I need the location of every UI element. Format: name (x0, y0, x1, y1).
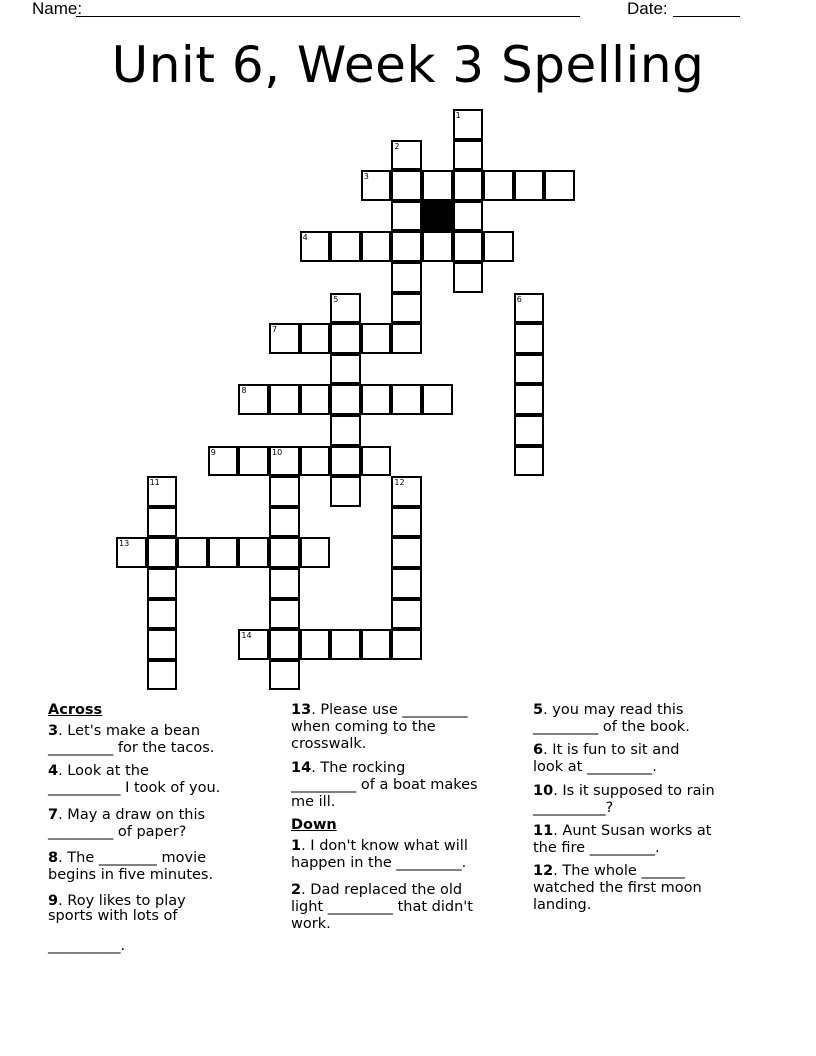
clue-number: 12 (394, 478, 405, 488)
clue-down-11: 11. Aunt Susan works at the fire _________. (533, 823, 712, 856)
grid-cell[interactable] (391, 629, 422, 660)
grid-cell[interactable] (269, 629, 300, 660)
grid-cell[interactable] (453, 262, 484, 293)
grid-cell[interactable] (391, 476, 422, 507)
clue-down-2: 2. Dad replaced the old light _________ that didn't work. (291, 882, 473, 932)
grid-cell[interactable] (453, 201, 484, 232)
grid-cell[interactable] (147, 507, 178, 538)
grid-cell[interactable] (514, 354, 545, 385)
grid-cell[interactable] (147, 599, 178, 630)
clue-across-4: 4. Look at the __________ I took of you. (48, 763, 221, 796)
clue-number: 13 (119, 539, 130, 549)
clue-number: 3 (363, 172, 369, 182)
grid-cell[interactable] (269, 384, 300, 415)
grid-cell[interactable] (330, 293, 361, 324)
grid-cell[interactable] (483, 170, 514, 201)
grid-cell[interactable] (269, 507, 300, 538)
clue-down-10: 10. Is it supposed to rain __________? (533, 783, 715, 816)
name-field[interactable] (76, 0, 580, 17)
grid-cell[interactable] (269, 537, 300, 568)
grid-cell[interactable] (147, 537, 178, 568)
grid-cell[interactable] (361, 446, 392, 477)
grid-cell[interactable] (453, 109, 484, 140)
grid-cell[interactable] (361, 629, 392, 660)
clue-number: 4 (302, 233, 308, 243)
grid-cell[interactable] (361, 384, 392, 415)
down-heading: Down (291, 817, 337, 833)
clue-number: 1 (455, 111, 461, 120)
grid-cell[interactable] (147, 568, 178, 599)
grid-cell[interactable] (391, 568, 422, 599)
grid-cell[interactable] (330, 415, 361, 446)
grid-cell[interactable] (514, 323, 545, 354)
grid-cell[interactable] (391, 140, 422, 171)
grid-cell[interactable] (300, 231, 331, 262)
grid-cell[interactable] (238, 384, 269, 415)
grid-cell[interactable] (269, 446, 300, 477)
clue-number: 2 (394, 141, 400, 151)
grid-cell[interactable] (330, 384, 361, 415)
grid-cell[interactable] (208, 446, 239, 477)
grid-cell[interactable] (300, 323, 331, 354)
grid-cell[interactable] (300, 537, 331, 568)
black-cell (422, 201, 453, 232)
grid-cell[interactable] (483, 231, 514, 262)
clue-across-3: 3. Let's make a bean _________ for the tacos. (48, 723, 215, 756)
date-label: Date: (627, 0, 668, 18)
grid-cell[interactable] (391, 599, 422, 630)
grid-cell[interactable] (391, 231, 422, 262)
clue-down-5: 5. you may read this _________ of the book. (533, 702, 690, 735)
clue-down-12: 12. The whole ______ watched the first moon landing. (533, 863, 702, 913)
grid-cell[interactable] (514, 446, 545, 477)
grid-cell[interactable] (422, 231, 453, 262)
across-heading: Across (48, 702, 103, 718)
clue-number: 11 (149, 478, 160, 488)
clue-across-14: 14. The rocking _________ of a boat makes me ill. (291, 760, 478, 810)
grid-cell[interactable] (391, 170, 422, 201)
grid-cell[interactable] (300, 629, 331, 660)
grid-cell[interactable] (514, 384, 545, 415)
grid-cell[interactable] (269, 599, 300, 630)
grid-cell[interactable] (269, 568, 300, 599)
grid-cell[interactable] (361, 231, 392, 262)
page-title: Unit 6, Week 3 Spelling (111, 36, 705, 94)
grid-cell[interactable] (391, 507, 422, 538)
grid-cell[interactable] (238, 537, 269, 568)
clue-across-9: 9. Roy likes to play sports with lots of __________. (48, 893, 186, 954)
grid-cell[interactable] (391, 384, 422, 415)
grid-cell[interactable] (116, 537, 147, 568)
clue-number: 7 (272, 325, 278, 335)
grid-cell[interactable] (391, 323, 422, 354)
clue-number: 5 (333, 294, 339, 304)
grid-cell[interactable] (147, 629, 178, 660)
grid-cell[interactable] (330, 446, 361, 477)
grid-cell[interactable] (514, 170, 545, 201)
clue-across-7: 7. May a draw on this _________ of paper? (48, 807, 206, 840)
grid-cell[interactable] (300, 384, 331, 415)
grid-cell[interactable] (422, 170, 453, 201)
grid-cell[interactable] (391, 201, 422, 232)
grid-cell[interactable] (330, 476, 361, 507)
grid-cell[interactable] (330, 629, 361, 660)
grid-cell[interactable] (330, 354, 361, 385)
grid-cell[interactable] (514, 415, 545, 446)
grid-cell[interactable] (238, 446, 269, 477)
clue-across-13: 13. Please use _________ when coming to the crosswalk. (291, 702, 468, 752)
grid-cell[interactable] (208, 537, 239, 568)
grid-cell[interactable] (330, 323, 361, 354)
grid-cell[interactable] (391, 262, 422, 293)
grid-cell[interactable] (453, 140, 484, 171)
grid-cell[interactable] (177, 537, 208, 568)
grid-cell[interactable] (269, 323, 300, 354)
grid-cell[interactable] (514, 293, 545, 324)
clue-number: 9 (210, 447, 216, 457)
grid-cell[interactable] (147, 476, 178, 507)
grid-cell[interactable] (147, 660, 178, 691)
clue-number: 8 (241, 386, 247, 396)
grid-cell[interactable] (269, 476, 300, 507)
grid-cell[interactable] (330, 231, 361, 262)
clue-down-6: 6. It is fun to sit and look at _________. (533, 742, 680, 775)
grid-cell[interactable] (269, 660, 300, 691)
clue-number: 10 (272, 447, 283, 457)
grid-cell[interactable] (361, 170, 392, 201)
date-field[interactable] (673, 0, 740, 17)
grid-cell[interactable] (361, 323, 392, 354)
clue-number: 14 (241, 631, 252, 641)
grid-cell[interactable] (391, 537, 422, 568)
clue-down-1: 1. I don't know what will happen in the _________. (291, 838, 468, 871)
grid-cell[interactable] (300, 446, 331, 477)
grid-cell[interactable] (238, 629, 269, 660)
clue-across-8: 8. The ________ movie begins in five minutes. (48, 850, 214, 883)
clue-number: 6 (516, 294, 522, 304)
grid-cell[interactable] (544, 170, 575, 201)
grid-cell[interactable] (453, 231, 484, 262)
grid-cell[interactable] (453, 170, 484, 201)
grid-cell[interactable] (422, 384, 453, 415)
grid-cell[interactable] (391, 293, 422, 324)
name-label: Name: (32, 0, 83, 18)
